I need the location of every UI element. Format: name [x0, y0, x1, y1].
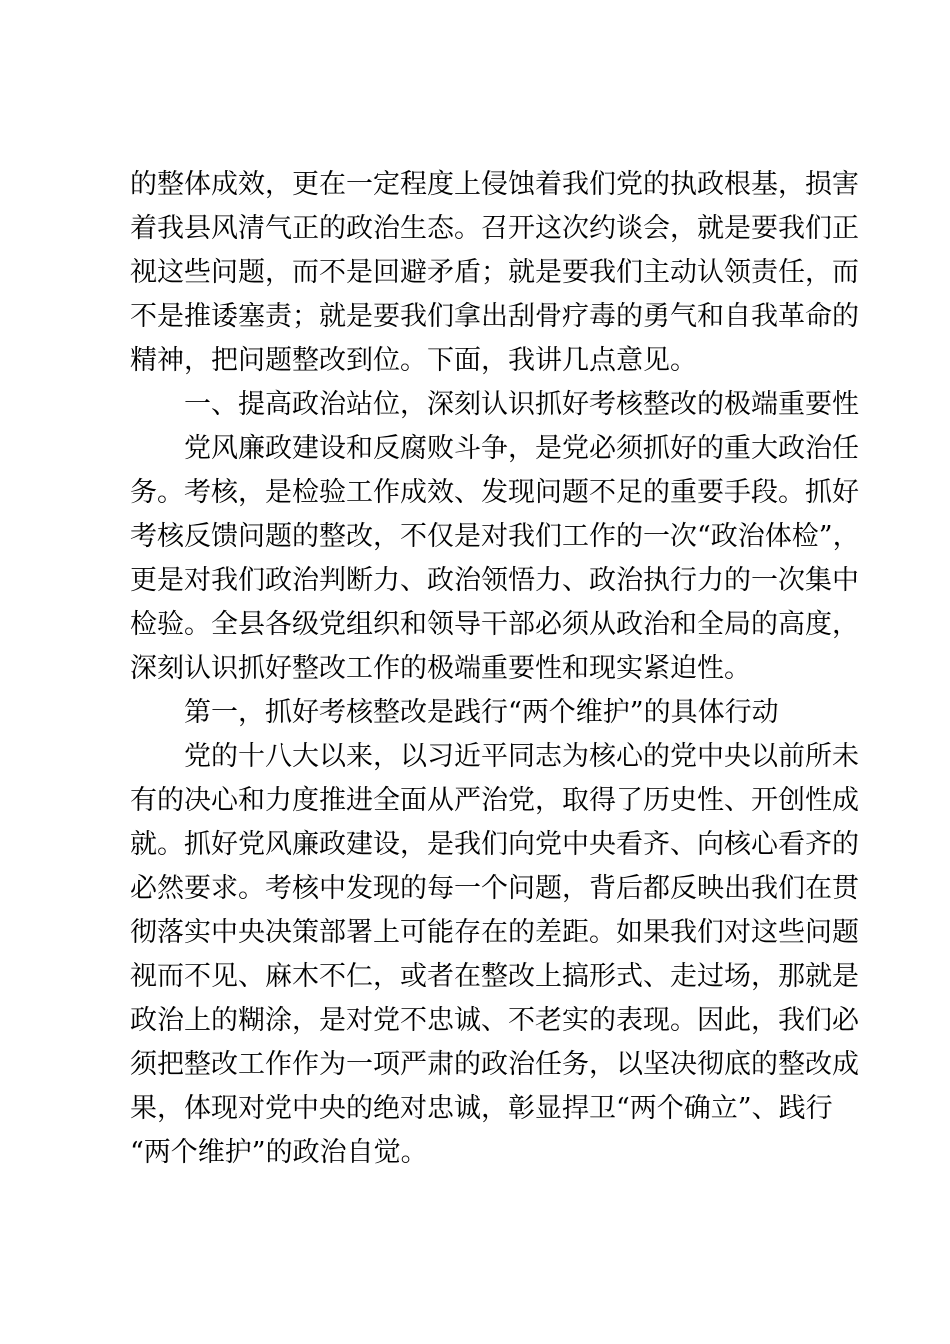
text-line: 精神，把问题整改到位。下面，我讲几点意见。	[130, 345, 697, 376]
text-line: 更是对我们政治判断力、政治领悟力、政治执行力的一次集中	[130, 565, 859, 596]
text-line: 着我县风清气正的政治生态。召开这次约谈会，就是要我们正	[130, 213, 859, 244]
text-line: 须把整改工作作为一项严肃的政治任务，以坚决彻底的整改成	[130, 1049, 859, 1080]
text-line: 就。抓好党风廉政建设，是我们向党中央看齐、向核心看齐的	[130, 829, 859, 860]
text-line: 政治上的糊涂，是对党不忠诚、不老实的表现。因此，我们必	[130, 1005, 859, 1036]
section-heading: 一、提高政治站位，深刻认识抓好考核整改的极端重要性	[184, 389, 859, 420]
text-line: 彻落实中央决策部署上可能存在的差距。如果我们对这些问题	[130, 917, 859, 948]
subsection-heading: 第一，抓好考核整改是践行“两个维护”的具体行动	[184, 697, 779, 728]
text-line: 检验。全县各级党组织和领导干部必须从政治和全局的高度，	[130, 609, 859, 640]
text-line: 视而不见、麻木不仁，或者在整改上搞形式、走过场，那就是	[130, 961, 859, 992]
text-line: 党的十八大以来，以习近平同志为核心的党中央以前所未	[184, 741, 859, 772]
text-line: “两个维护”的政治自觉。	[130, 1137, 428, 1168]
text-line: 党风廉政建设和反腐败斗争，是党必须抓好的重大政治任	[184, 433, 859, 464]
text-line: 视这些问题，而不是回避矛盾；就是要我们主动认领责任，而	[130, 257, 859, 288]
text-line: 必然要求。考核中发现的每一个问题，背后都反映出我们在贯	[130, 873, 859, 904]
text-line: 有的决心和力度推进全面从严治党，取得了历史性、开创性成	[130, 785, 859, 816]
text-line: 的整体成效，更在一定程度上侵蚀着我们党的执政根基，损害	[130, 169, 859, 200]
text-line: 务。考核，是检验工作成效、发现问题不足的重要手段。抓好	[130, 477, 859, 508]
text-line: 深刻认识抓好整改工作的极端重要性和现实紧迫性。	[130, 653, 751, 684]
text-line: 考核反馈问题的整改，不仅是对我们工作的一次“政治体检”，	[130, 521, 860, 552]
text-line: 不是推诿塞责；就是要我们拿出刮骨疗毒的勇气和自我革命的	[130, 301, 859, 332]
text-line: 果，体现对党中央的绝对忠诚，彰显捍卫“两个确立”、践行	[130, 1093, 833, 1124]
